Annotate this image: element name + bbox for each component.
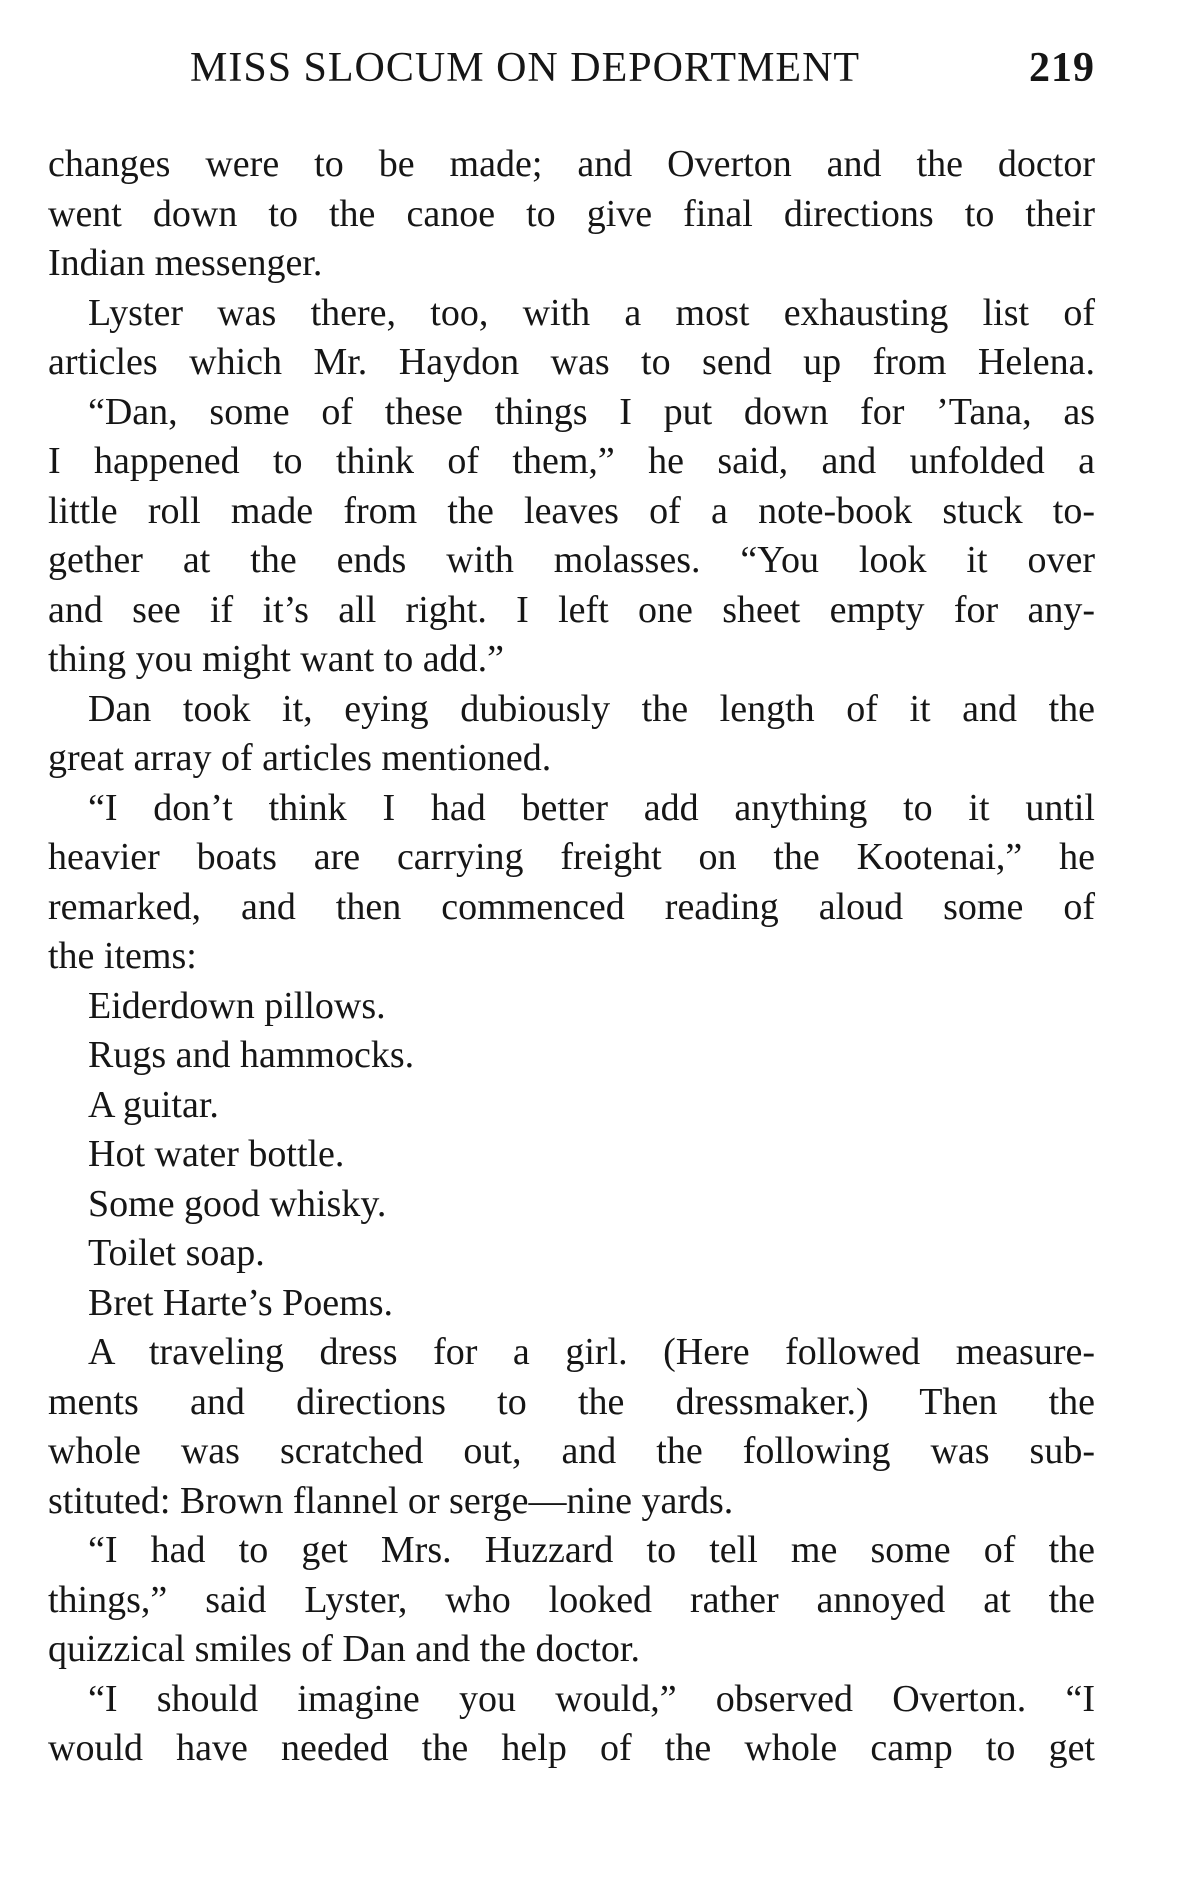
text-line: Indian messenger.: [48, 242, 323, 284]
list-item: Hot water bottle.: [88, 1133, 345, 1175]
text-line: Lyster was there, too, with a most exhausting list of: [88, 291, 1095, 334]
running-head-title: MISS SLOCUM ON DEPORTMENT: [190, 45, 861, 91]
text-line: I happened to think of them,” he said, and unfolded a: [48, 440, 1095, 482]
text-line: gether at the ends with molasses. “You look it over: [48, 539, 1095, 581]
text-line: heavier boats are carrying freight on the Kootenai,” he: [48, 836, 1095, 878]
list-item: Rugs and hammocks.: [88, 1034, 415, 1076]
text-line: went down to the canoe to give final directions to their: [48, 192, 1095, 235]
text-line: quizzical smiles of Dan and the doctor.: [48, 1628, 640, 1670]
text-line: would have needed the help of the whole camp to get: [48, 1727, 1095, 1769]
text-line: “I should imagine you would,” observed Overton. “I: [88, 1677, 1095, 1720]
text-line: things,” said Lyster, who looked rather annoyed at the: [48, 1578, 1095, 1621]
list-item: A guitar.: [88, 1083, 219, 1126]
text-line: “Dan, some of these things I put down for ’Tana, as: [88, 390, 1095, 433]
text-line: great array of articles mentioned.: [48, 737, 552, 779]
body-text: [48, 140, 1095, 1774]
text-line: thing you might want to add.”: [48, 638, 504, 680]
running-head: [190, 40, 1095, 96]
text-line: stituted: Brown flannel or serge—nine yards.: [48, 1479, 734, 1522]
page-number: 219: [1029, 45, 1095, 91]
list-item: A traveling dress for a girl. (Here followed measure-: [88, 1331, 1095, 1373]
text-line: Dan took it, eying dubiously the length of it and the: [88, 687, 1095, 730]
text-line: the items:: [48, 935, 197, 977]
list-item: Toilet soap.: [88, 1232, 265, 1274]
text-line: “I don’t think I had better add anything to it until: [88, 786, 1095, 829]
text-line: ments and directions to the dressmaker.) Then the: [48, 1380, 1095, 1423]
text-line: and see if it’s all right. I left one sheet empty for any-: [48, 588, 1095, 631]
text-line: remarked, and then commenced reading aloud some of: [48, 885, 1095, 928]
text-line: articles which Mr. Haydon was to send up from Helena.: [48, 341, 1095, 383]
text-line: changes were to be made; and Overton and the doctor: [48, 143, 1095, 185]
list-item: Eiderdown pillows.: [88, 984, 386, 1027]
text-line: whole was scratched out, and the following was sub-: [48, 1430, 1095, 1472]
text-line: little roll made from the leaves of a note-book stuck to-: [48, 489, 1095, 532]
list-item: Bret Harte’s Poems.: [88, 1281, 394, 1324]
list-item: Some good whisky.: [88, 1182, 387, 1225]
text-line: “I had to get Mrs. Huzzard to tell me some of the: [88, 1529, 1095, 1571]
